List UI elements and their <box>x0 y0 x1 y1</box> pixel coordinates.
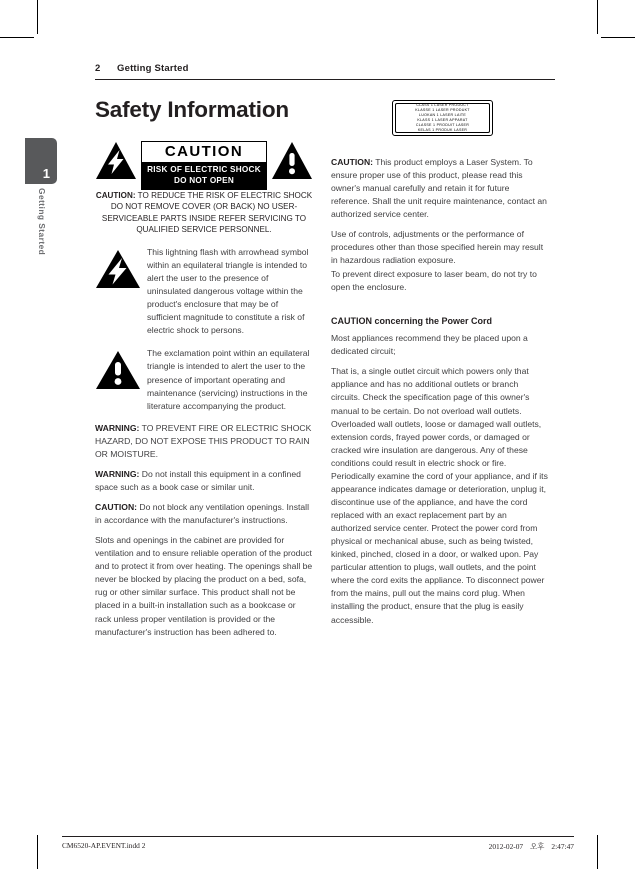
crop-mark-bottom-left <box>37 835 38 869</box>
caution-word: CAUTION <box>141 141 267 163</box>
class-1-laser-product-label <box>392 100 493 136</box>
laser-caution-paragraph <box>331 156 549 221</box>
header-rule <box>95 79 555 80</box>
exclamation-explanation-block <box>95 347 313 412</box>
laser-exposure-paragraph: To prevent direct exposure to laser beam, do not try to open the enclosure. <box>331 268 537 292</box>
caution-subtitle-line-1: RISK OF ELECTRIC SHOCK <box>147 165 261 175</box>
warning-paragraph-2 <box>95 468 313 494</box>
exclamation-triangle-icon <box>271 140 313 182</box>
crop-mark-top-right <box>597 0 598 34</box>
footer-time: 2:47:47 <box>551 842 574 851</box>
left-column <box>95 140 313 646</box>
caution-legal-text <box>95 190 313 236</box>
caution-paragraph-3-text: Do not block any ventilation openings. Install in accordance with the manufacturer's instructions. <box>95 502 309 526</box>
chapter-tab-number: 1 <box>42 166 50 181</box>
warning-paragraph-1-text: TO PREVENT FIRE OR ELECTRIC SHOCK HAZARD, DO NOT EXPOSE THIS PRODUCT TO RAIN OR MOISTURE. <box>95 422 312 459</box>
warning-paragraph-2-label: WARNING: <box>95 468 140 479</box>
footer-filename: CM6520-AP.EVENT.indd 2 <box>62 841 146 850</box>
warning-paragraph-1 <box>95 422 313 461</box>
laser-label-line-5: CLASSE 1 PRODUIT LASER <box>415 122 470 128</box>
footer-rule <box>62 836 574 837</box>
caution-paragraph-3 <box>95 501 313 527</box>
caution-subtitle-line-2: DO NOT OPEN <box>173 176 235 186</box>
caution-label-box <box>141 141 267 190</box>
exclamation-triangle-icon-large <box>95 347 147 390</box>
page-title: Safety Information <box>95 97 289 122</box>
exclamation-explanation-text: The exclamation point within an equilateral triangle is intended to alert the user to the presence of important operating and maintenance (servicing) instructions in the literature accompanying the product. <box>147 348 310 411</box>
crop-mark-left-top <box>0 37 34 38</box>
caution-subtitle <box>141 163 267 190</box>
warning-paragraph-1-label: WARNING: <box>95 422 140 433</box>
caution-legal-label: CAUTION: <box>95 191 136 200</box>
header-page-number: 2 <box>95 63 101 74</box>
bolt-explanation-block <box>95 246 313 337</box>
footer-ampm: 오후 <box>530 842 545 851</box>
page-header <box>95 63 555 74</box>
bolt-explanation-text: This lightning flash with arrowhead symbol within an equilateral triangle is intended to alert the user to the presence of uninsulated dangerous voltage within the product's enclosure that may be of sufficient magnitude to constitute a risk of electric shock to persons. <box>147 246 309 336</box>
laser-label-line-6: KELAS 1 PRODUK LASER <box>417 127 468 133</box>
laser-label-line-4: KLASS 1 LASER APPARAT <box>417 117 468 123</box>
right-column <box>331 100 549 634</box>
warning-paragraph-2-text: Do not install this equipment in a confined space such as a book case or similar unit. <box>95 468 301 492</box>
crop-mark-top-left <box>37 0 38 34</box>
laser-controls-paragraph: Use of controls, adjustments or the performance of procedures other than those specified herein may result in hazardous radiation exposure. <box>331 229 544 266</box>
laser-label-line-3: LUOKAN 1 LASER LAITE <box>418 112 467 118</box>
caution-banner <box>95 140 313 186</box>
laser-caution-label: CAUTION: <box>331 157 374 167</box>
crop-mark-bottom-right <box>597 835 598 869</box>
caution-legal-body: TO REDUCE THE RISK OF ELECTRIC SHOCK DO NOT REMOVE COVER (OR BACK) NO USER-SERVICEABLE PARTS INSIDE REFER SERVICING TO QUALIFIED SERVICE PERSONNEL. <box>101 191 313 235</box>
crop-mark-right-top <box>601 37 635 38</box>
chapter-tab-label: Getting Started <box>37 188 47 256</box>
footer-timestamp <box>482 841 574 852</box>
lightning-bolt-triangle-icon-large <box>95 246 147 289</box>
lightning-bolt-triangle-icon <box>95 140 137 182</box>
laser-label-line-1: CLASS 1 LASER PRODUCT <box>416 102 469 107</box>
section-spacer <box>331 301 549 315</box>
ventilation-paragraph: Slots and openings in the cabinet are provided for ventilation and to ensure reliable operation of the product and to protect it from over heating. The openings shall be never be blocked by placing the product on a bed, sofa, rug or other similar surface. This product shall not be placed in a built-in installation such as a bookcase or rack unless proper ventilation is provided or the manufacturer's instruction has been adhered to. <box>95 535 313 637</box>
chapter-tab <box>25 138 57 184</box>
laser-label-line-2: KLASSE 1 LASER PRODUKT <box>415 107 470 112</box>
page-footer <box>62 841 574 852</box>
left-warning-paragraphs <box>95 422 313 639</box>
header-section-title: Getting Started <box>117 63 189 74</box>
footer-date: 2012-02-07 <box>488 842 524 851</box>
laser-caution-text: This product employs a Laser System. To ensure proper use of this product, please read this owner's manual carefully and retain it for future reference. Shall the unit require maintenance, contact an authorized service center. <box>331 157 547 220</box>
power-cord-heading: CAUTION concerning the Power Cord <box>331 315 493 326</box>
caution-paragraph-3-label: CAUTION: <box>95 502 138 512</box>
power-cord-paragraph-2: That is, a single outlet circuit which powers only that appliance and has no additional outlets or branch circuits. Check the specification page of this owner's manual to be certain. Do not overload wall outlets. Overloaded wall outlets, loose or damaged wall outlets, extension cords, frayed power cords, or damaged or cracked wire insulation are dangerous. Any of these conditions could result in electric shock or fire. Periodically examine the cord of your appliance, and if its appearance indicates damage or deterioration, unplug it, discontinue use of the appliance, and have the cord replaced with an exact replacement part by an authorized service center. Protect the power cord from physical or mechanical abuse, such as being twisted, kinked, pinched, closed in a door, or walked upon. Pay particular attention to plugs, wall outlets, and the point where the cord exits the appliance. To disconnect power from the mains, pull out the mains cord plug. When installing the product, ensure that the plug is easily accessible. <box>331 366 548 625</box>
laser-label-inner <box>395 103 490 133</box>
power-cord-paragraph-1: Most appliances recommend they be placed upon a dedicated circuit; <box>331 333 528 357</box>
